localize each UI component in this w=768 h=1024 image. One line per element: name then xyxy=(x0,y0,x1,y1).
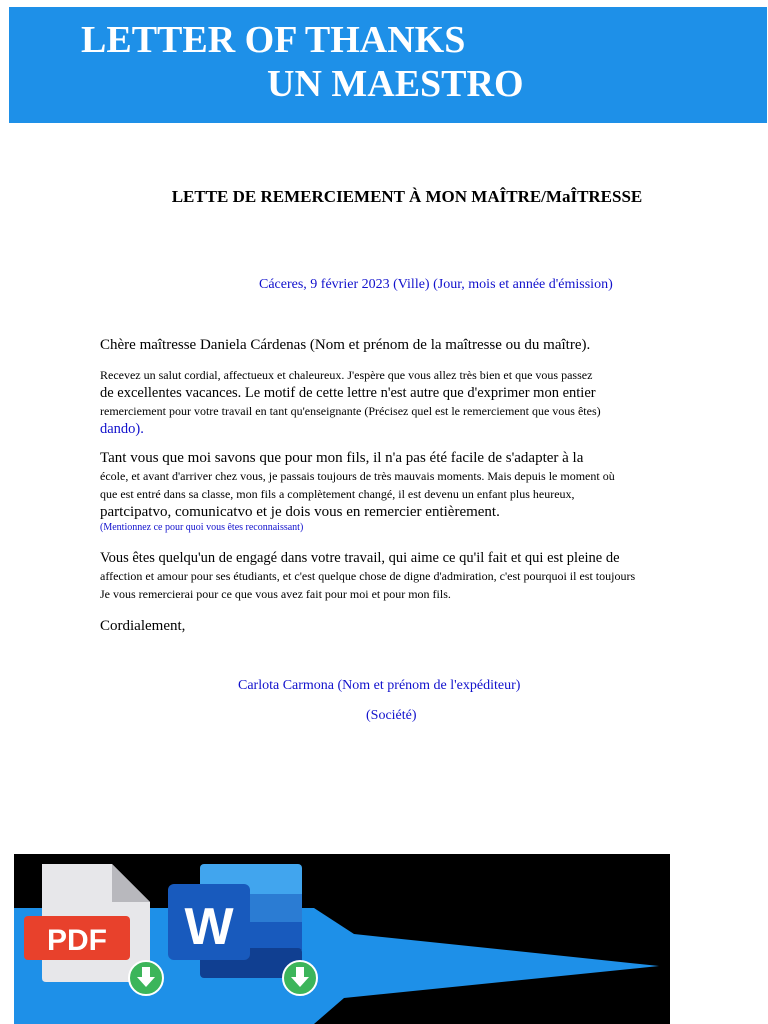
header-title-line1: LETTER OF THANKS xyxy=(81,19,466,61)
place-date: Cáceres, 9 février 2023 (Ville) (Jour, mois et année d'émission) xyxy=(259,277,613,292)
sender-company: (Société) xyxy=(366,708,417,723)
paragraph2-note: (Mentionnez ce pour quoi vous êtes reconnaissant) xyxy=(100,522,304,533)
download-banner xyxy=(14,854,670,1024)
header-title-line2: UN MAESTRO xyxy=(267,63,524,105)
paragraph2-line3: que est entré dans sa classe, mon fils a complètement changé, il est devenu un enfant plus heureux, xyxy=(100,487,575,501)
download-banner-graphic xyxy=(14,854,670,1024)
paragraph2-line4: partcipatvo, comunicatvo et je dois vous en remercier entièrement. xyxy=(100,504,500,520)
word-label: W xyxy=(184,898,234,956)
paragraph1-line1: Recevez un salut cordial, affectueux et chaleureux. J'espère que vous allez très bien et que vous passez xyxy=(100,368,593,382)
paragraph1-line2: de excellentes vacances. Le motif de cette lettre n'est autre que d'exprimer mon entier xyxy=(100,385,596,401)
salutation: Chère maîtresse Daniela Cárdenas (Nom et prénom de la maîtresse ou du maître). xyxy=(100,337,591,353)
header-banner xyxy=(9,7,767,123)
paragraph3-line1: Vous êtes quelqu'un de engagé dans votre travail, qui aime ce qu'il fait et qui est pleine de xyxy=(100,550,620,566)
paragraph1-line3: remerciement pour votre travail en tant qu'enseignante (Précisez quel est le remerciement que vous êtes) xyxy=(100,404,601,418)
pdf-file-icon[interactable] xyxy=(24,864,163,995)
pdf-download-arrow-icon xyxy=(129,961,163,995)
paragraph2-line1: Tant vous que moi savons que pour mon fils, il n'a pas été facile de s'adapter à la xyxy=(100,450,584,466)
paragraph3-line3: Je vous remercierai pour ce que vous avez fait pour moi et pour mon fils. xyxy=(100,587,451,601)
word-download-arrow-icon xyxy=(283,961,317,995)
pdf-label: PDF xyxy=(47,924,107,957)
letter-title: LETTE DE REMERCIEMENT À MON MAÎTRE/MaÎTRESSE xyxy=(171,187,643,206)
closing: Cordialement, xyxy=(100,618,186,634)
paragraph1-line4: dando). xyxy=(100,421,144,437)
paragraph2-line2: école, et avant d'arriver chez vous, je passais toujours de très mauvais moments. Mais depuis le moment où xyxy=(100,469,615,483)
paragraph3-line2: affection et amour pour ses étudiants, et c'est quelque chose de digne d'admiration, c'est pourquoi il est toujours xyxy=(100,569,636,583)
sender-name: Carlota Carmona (Nom et prénom de l'expéditeur) xyxy=(238,678,521,693)
